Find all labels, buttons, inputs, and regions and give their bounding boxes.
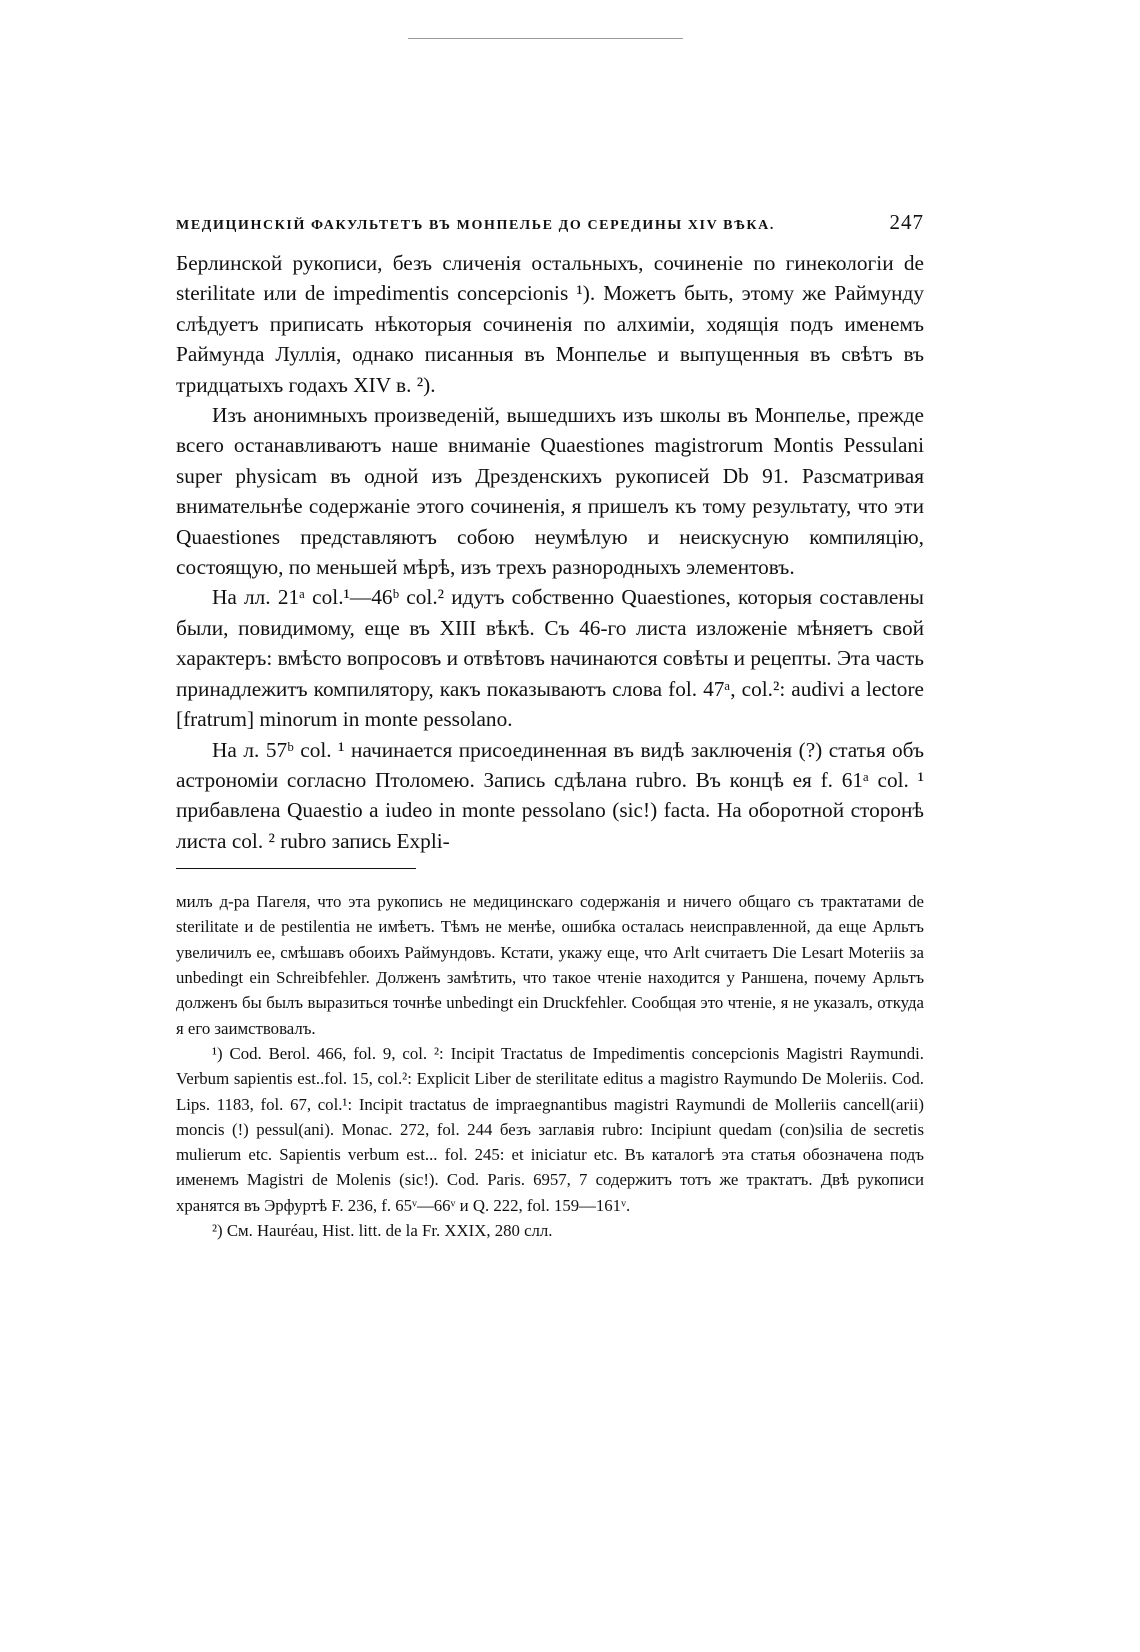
paragraph-3: На лл. 21ᵃ col.¹—46ᵇ col.² идутъ собственно Quaestiones, которыя составлены были, повидимому, еще въ XIII вѣкѣ. Съ 46-го листа изложеніе мѣняетъ свой характеръ: вмѣсто вопросовъ и отвѣтовъ начинаются совѣты и рецепты. Эта часть принадлежитъ компилятору, какъ показываютъ слова fol. 47ᵃ, col.²: audivi a lectore [fratrum] minorum in monte pessolano. xyxy=(176,585,924,732)
footnote-2: ²) См. Hauréau, Hist. litt. de la Fr. XXIX, 280 слл. xyxy=(212,1220,553,1240)
footnote-continuation: милъ д-ра Пагеля, что эта рукопись не медицинскаго содержанія и ничего общаго съ трактатами de sterilitate и de pestilentia не имѣетъ. Тѣмъ не менѣе, ошибка осталась неисправленной, да еще Арльтъ увеличилъ ее, смѣшавъ обоихъ Раймундовъ. Кстати, укажу еще, что Arlt считаетъ Die Lesart Moteriis за unbedingt ein Schreibfehler. Долженъ замѣтить, что такое чтеніе находится у Раншена, почему Арльтъ долженъ бы былъ выразиться точнѣе unbedingt ein Druckfehler. Сообщая это чтеніе, я не указалъ, откуда я его заимствовалъ. xyxy=(176,892,924,1038)
top-rule xyxy=(408,38,683,39)
paragraph-1: Берлинской рукописи, безъ сличенія остальныхъ, сочиненіе по гинекологіи de sterilitate или de impedimentis concepcionis ¹). Можетъ быть, этому же Раймунду слѣдуетъ приписать нѣкоторыя сочиненія по алхиміи, ходящія подъ именемъ Раймунда Луллія, однако писанныя въ Монпелье и выпущенныя въ свѣтъ въ тридцатыхъ годахъ XIV в. ²). xyxy=(176,251,924,397)
main-text xyxy=(176,248,924,856)
paragraph-2: Изъ анонимныхъ произведеній, вышедшихъ изъ школы въ Монпелье, прежде всего останавливаютъ наше вниманіе Quaestiones magistrorum Montis Pessulani super physicam въ одной изъ Дрезденскихъ рукописей Db 91. Разсматривая внимательнѣе содержаніе этого сочиненія, я пришелъ къ тому результату, что эти Quaestiones представляютъ собою неумѣлую и неискусную компиляцію, состоящую, по меньшей мѣрѣ, изъ трехъ разнородныхъ элементовъ. xyxy=(176,403,924,580)
footnotes xyxy=(176,889,924,1243)
running-head xyxy=(176,210,924,244)
running-head-title: МЕДИЦИНСКІЙ ФАКУЛЬТЕТЪ ВЪ МОНПЕЛЬЕ ДО СЕРЕДИНЫ XIV ВѢКА. xyxy=(176,218,775,233)
paragraph-4: На л. 57ᵇ col. ¹ начинается присоединенная въ видѣ заключенія (?) статья объ астрономіи согласно Птоломею. Запись сдѣлана rubro. Въ концѣ ея f. 61ᵃ col. ¹ прибавлена Quaestio a iudeo in monte pessolano (sic!) facta. На оборотной сторонѣ листа col. ² rubro запись Expli- xyxy=(176,737,924,853)
book-page xyxy=(176,210,924,1243)
footnote-1: ¹) Cod. Berol. 466, fol. 9, col. ²: Incipit Tractatus de Impedimentis concepcionis Magistri Raymundi. Verbum sapientis est..fol. 15, col.²: Explicit Liber de sterilitate editus a magistro Raymundo De Moleriis. Cod. Lips. 1183, fol. 67, col.¹: Incipit tractatus de impraegnantibus magistri Raymundi de Molleriis cancell(arii) moncis (!) pessul(ani). Monac. 272, fol. 244 безъ заглавія rubro: Incipiunt quedam (con)silia de secretis mulierum etc. Sapientis verbum est... fol. 245: et iniciatur etc. Въ каталогѣ эта статья обозначена подъ именемъ Magistri de Molenis (sic!). Cod. Paris. 6957, 7 содержитъ тотъ же трактатъ. Двѣ рукописи хранятся въ Эрфуртѣ F. 236, f. 65ᵛ—66ᵛ и Q. 222, fol. 159—161ᵛ. xyxy=(176,1043,924,1215)
footnote-divider xyxy=(176,868,416,869)
page-number: 247 xyxy=(889,210,924,234)
